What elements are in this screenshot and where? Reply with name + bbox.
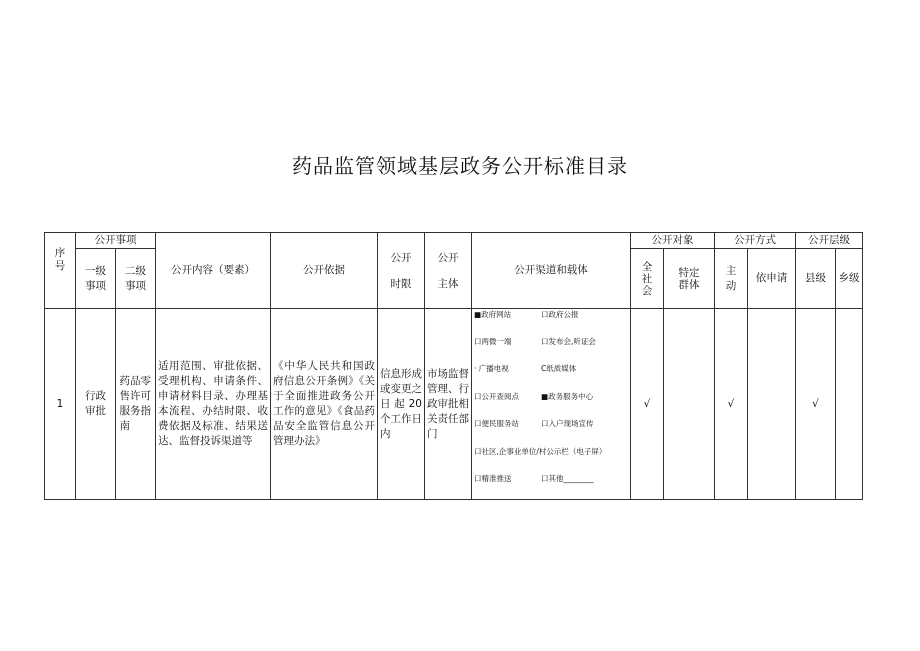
cell-seq: 1 bbox=[45, 309, 76, 500]
channel-option: ■政府网站 bbox=[474, 310, 512, 319]
channel-option: C纸质媒体 bbox=[541, 364, 577, 373]
table-row bbox=[45, 309, 863, 500]
channel-option: 口两微一端 bbox=[474, 337, 512, 346]
cell-object-public: √ bbox=[631, 309, 664, 500]
channel-option: 口社区,企事业单位/村公示栏（电子屏） bbox=[474, 447, 607, 456]
cell-mode-request bbox=[748, 309, 796, 500]
header-mode-active: 主动 bbox=[715, 249, 748, 309]
channel-option: 口便民服务站 bbox=[474, 419, 519, 428]
channel-option: 口其他________ bbox=[541, 474, 594, 483]
header-item-group: 公开事项 bbox=[76, 233, 156, 249]
header-basis: 公开依据 bbox=[271, 233, 378, 309]
header-channel: 公开渠道和载体 bbox=[472, 233, 631, 309]
page-title: 药品监管领域基层政务公开标准目录 bbox=[292, 154, 628, 178]
channel-option: 口精准推送 bbox=[474, 474, 512, 483]
channel-option: 口入户现场宣传 bbox=[541, 419, 594, 428]
cell-level-county: √ bbox=[796, 309, 836, 500]
channel-option: 口政府公报 bbox=[541, 310, 579, 319]
header-object-specific: 特定群体 bbox=[664, 249, 715, 309]
header-level1: 一级事项 bbox=[76, 249, 116, 309]
header-level-county: 县级 bbox=[796, 249, 836, 309]
header-time: 公开时限 bbox=[378, 233, 425, 309]
header-level2: 二级事项 bbox=[116, 249, 156, 309]
cell-content: 适用范围、审批依据、受理机构、申请条件、申请材料目录、办理基本流程、办结时限、收费依据及标准、结果送达、监督投诉渠道等 bbox=[156, 309, 271, 500]
header-subject: 公开主体 bbox=[425, 233, 472, 309]
header-level-town: 乡级 bbox=[836, 249, 863, 309]
header-seq: 序号 bbox=[45, 233, 76, 309]
cell-level1: 行政审批 bbox=[76, 309, 116, 500]
channel-option: 口发布会,听证会 bbox=[541, 337, 596, 346]
cell-channels bbox=[472, 309, 631, 500]
header-mode-group: 公开方式 bbox=[715, 233, 796, 249]
cell-level2: 药品零售许可服务指南 bbox=[116, 309, 156, 500]
cell-mode-active: √ bbox=[715, 309, 748, 500]
header-mode-request: 依申请 bbox=[748, 249, 796, 309]
channel-option: 口公开查阅点 bbox=[474, 392, 519, 401]
header-object-public: 全社会 bbox=[631, 249, 664, 309]
catalog-table bbox=[44, 232, 863, 500]
channel-option: · 广播电视 bbox=[474, 364, 509, 373]
cell-basis: 《中华人民共和国政府信息公开条例》《关于全面推进政务公开工作的意见》《食品药品安全监管信息公开管理办法》 bbox=[271, 309, 378, 500]
header-level-group: 公开层级 bbox=[796, 233, 863, 249]
cell-level-town bbox=[836, 309, 863, 500]
cell-time: 信息形成或变更之日起20个工作日内 bbox=[378, 309, 425, 500]
header-object-group: 公开对象 bbox=[631, 233, 715, 249]
cell-object-specific bbox=[664, 309, 715, 500]
cell-subject: 市场监督管理、行政审批相关责任部门 bbox=[425, 309, 472, 500]
channel-option: ■政务服务中心 bbox=[541, 392, 594, 401]
header-content: 公开内容（要素） bbox=[156, 233, 271, 309]
